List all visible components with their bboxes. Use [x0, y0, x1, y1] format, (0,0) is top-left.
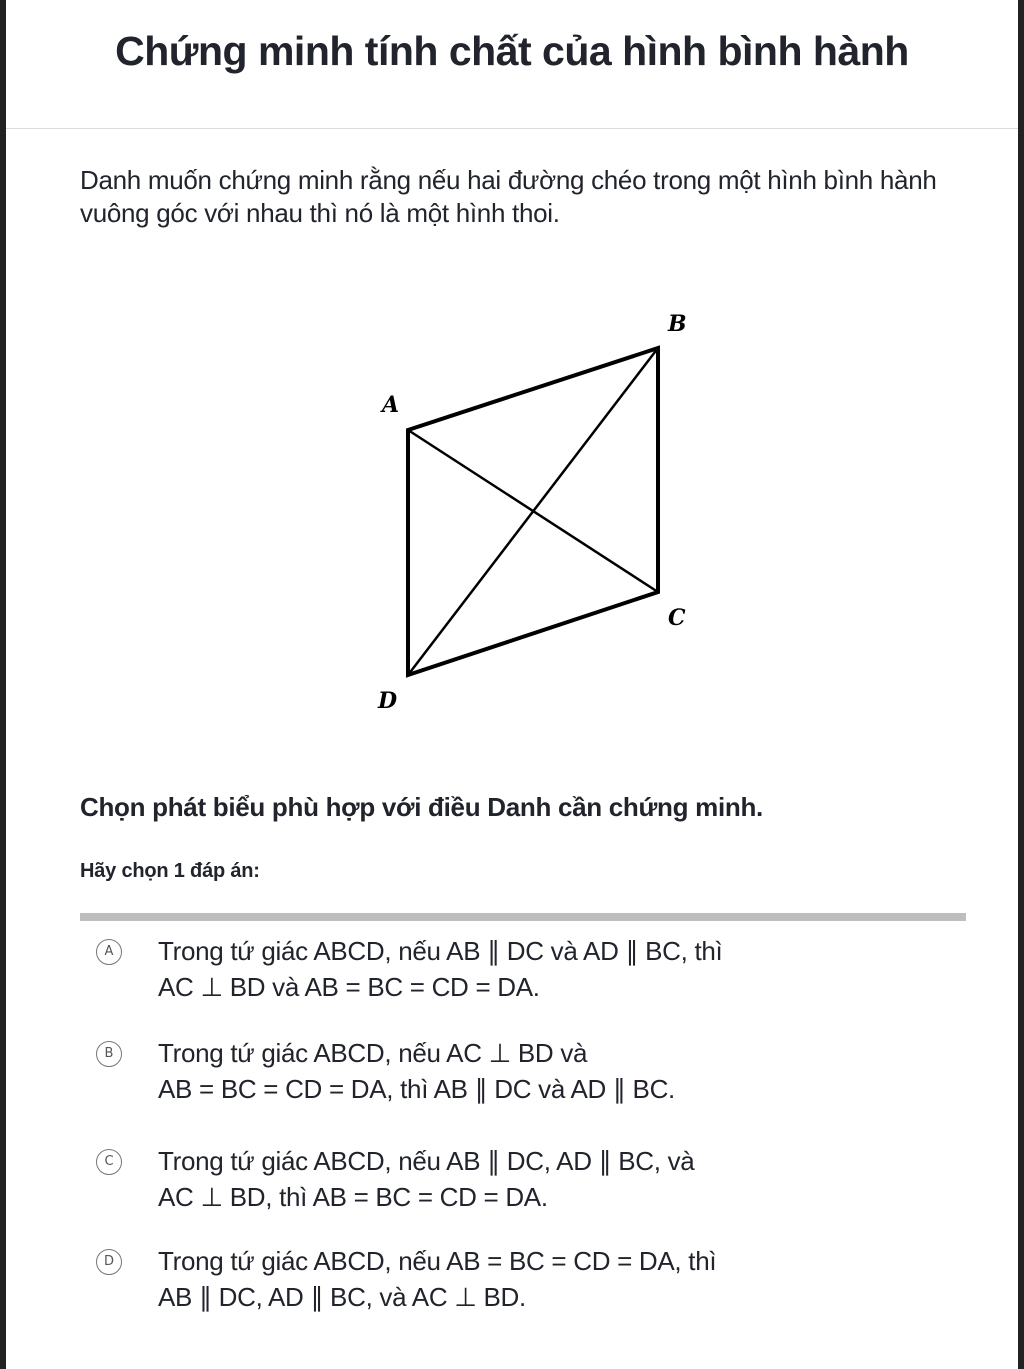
choice-c-line-2: AC ⊥ BD, thì AB = BC = CD = DA. [158, 1182, 548, 1212]
question-prompt: Chọn phát biểu phù hợp với điều Danh cần chứng minh. [80, 792, 763, 822]
vertex-label-d: D [378, 688, 398, 714]
vertex-label-b: B [668, 311, 687, 337]
vertex-label-c: C [668, 605, 686, 631]
choice-c-text [158, 1143, 958, 1215]
choice-d-text [158, 1243, 958, 1315]
choice-c-radio[interactable]: C [96, 1149, 122, 1175]
choice-a-line-1: Trong tứ giác ABCD, nếu AB ∥ DC và AD ∥ BC, thì [158, 936, 723, 966]
rhombus-figure [340, 300, 720, 720]
choice-d-line-1: Trong tứ giác ABCD, nếu AB = BC = CD = DA, thì [158, 1246, 717, 1276]
choices-divider [80, 913, 966, 921]
choice-b-radio[interactable]: B [96, 1041, 122, 1067]
choice-d-line-2: AB ∥ DC, AD ∥ BC, và AC ⊥ BD. [158, 1282, 526, 1312]
choice-b-line-2: AB = BC = CD = DA, thì AB ∥ DC và AD ∥ BC. [158, 1074, 675, 1104]
choice-a-radio[interactable]: A [96, 939, 122, 965]
answer-instruction: Hãy chọn 1 đáp án: [80, 860, 260, 882]
vertex-label-a: A [382, 392, 400, 418]
choice-b-line-1: Trong tứ giác ABCD, nếu AC ⊥ BD và [158, 1038, 588, 1068]
problem-statement: Danh muốn chứng minh rằng nếu hai đường chéo trong một hình bình hành vuông góc với nhau thì nó là một hình thoi. [80, 165, 937, 228]
page-header [6, 0, 1018, 129]
choice-d-radio[interactable]: D [96, 1249, 122, 1275]
diagonal-bd [408, 348, 658, 675]
choice-c-line-1: Trong tứ giác ABCD, nếu AB ∥ DC, AD ∥ BC, và [158, 1146, 695, 1176]
choice-b-text [158, 1035, 958, 1107]
page-title: Chứng minh tính chất của hình bình hành [115, 28, 909, 74]
choice-a-line-2: AC ⊥ BD và AB = BC = CD = DA. [158, 972, 540, 1002]
choice-a-text [158, 933, 958, 1005]
rhombus-diagram [340, 300, 720, 720]
